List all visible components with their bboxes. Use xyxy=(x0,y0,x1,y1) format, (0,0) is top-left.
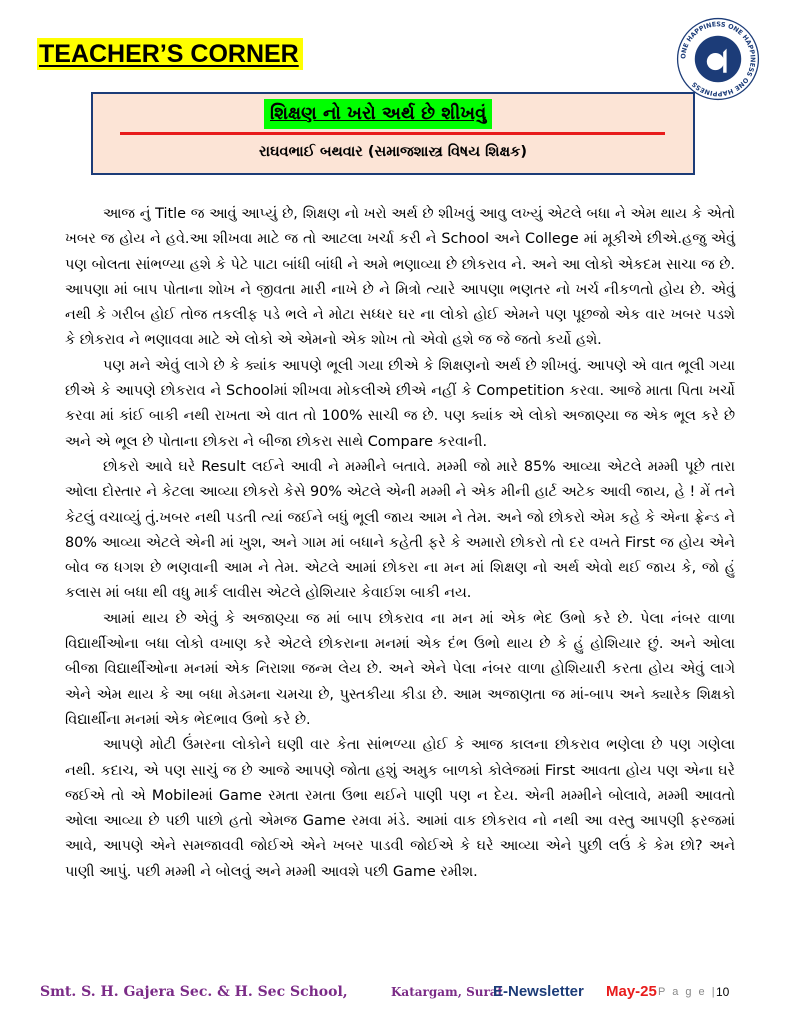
page-footer xyxy=(40,982,760,1002)
footer-newsletter: E-Newsletter xyxy=(493,983,584,1000)
footer-page-label: P a g e | xyxy=(658,986,717,998)
article-author: રાઘવભાઈ બથવાર (સમાજશાસ્ત્ર વિષય શિક્ષક) xyxy=(259,144,527,160)
section-title: TEACHER’S CORNER xyxy=(37,38,303,70)
footer-school-name: Smt. S. H. Gajera Sec. & H. Sec School, xyxy=(40,984,348,1000)
article-paragraph: આજ નું Title જ આવું આપ્યું છે, શિક્ષણ નો ખરો અર્થ છે શીખવું આવુ લખ્યું એટલે બધા ને એમ થાય કે એતો ખબર જ હોય ને હવે.આ શીખવા માટે જ તો આટલા ખર્ચા કરી ને School અને College માં મૂકીએ છીએ.હજુ એવું પણ બોલતા સાંભળ્યા હશે કે પેટે પાટા બાંધી બાંધી ને અમે ભણાવ્યા છે છોકરાવ ને. અને આ લોકો એકદમ સાચા જ છે. આપણા માં બાપ પોતાના શોખ ને જીવતા મારી નાખે છે ને મિત્રો ત્યારે આપણા ભણતર નો ખર્ચ નીકળતો હોય છે. એવું નથી કે ગરીબ હોઈ તોજ તકલીફ પડે ભલે ને મોટા સધ્ધર ઘર ના લોકો હોઈ એમને પણ પૂછજો એક વાર ખબર પડશે કે છોકરાવ ને ભણાવવા માટે એ લોકો એ એમનો એક શોખ તો એવો હશે જ જે જતો કર્યો હશે. xyxy=(65,206,735,349)
school-logo xyxy=(675,16,761,102)
article-title: શિક્ષણ નો ખરો અર્થ છે શીખવું xyxy=(264,99,492,129)
article-title-box xyxy=(91,92,695,175)
article-body xyxy=(65,202,735,885)
article-paragraph: પણ મને એવું લાગે છે કે ક્યાંક આપણે ભૂલી ગયા છીએ કે શિક્ષણનો અર્થ છે શીખવું. આપણે એ વાત ભૂલી ગયા છીએ કે આપણે છોકરાવ ને Schoolમાં શીખવા મોકલીએ છીએ નહીં કે Competition કરવા. આજે માતા પિતા ખર્ચો કરવા માં કાંઈ બાકી નથી રાખતા એ વાત તો 100% સાચી જ છે. પણ ક્યાંક એ લોકો અજાણ્યા જ એક ભૂલ કરે છે અને એ ભૂલ છે પોતાના છોકરા ને બીજા છોકરા સાથે Compare કરવાની. xyxy=(65,357,735,450)
footer-page-number: 10 xyxy=(716,985,730,999)
footer-location: Katargam, Surat xyxy=(391,985,504,999)
logo-emblem-inner xyxy=(707,53,724,70)
logo-emblem-stroke xyxy=(723,49,726,73)
logo-ring-text: ONE HAPPINESS ONE HAPPINESS ONE HAPPINESS xyxy=(679,20,757,98)
footer-issue: May-25 xyxy=(606,983,657,1000)
article-paragraph: આપણે મોટી ઉંમરના લોકોને ઘણી વાર કેતા સાંભળ્યા હોઈ કે આજ કાલના છોકરાવ ભણેલા છે પણ ગણેલા નથી. કદાચ, એ પણ સાચું જ છે આજે આપણે જોતા હશું અમુક બાળકો કોલેજમાં First આવતા હોય પણ એના ઘરે જઈએ તો એ Mobileમાં Game રમતા રમતા ઉભા થઈને પાણી પણ ન દેય. એની મમ્મીને બોલાવે, મમ્મી આવતો ઓલા આવ્યા છે પછી પાછો હતો એમજ Game રમવા મંડે. આમાં વાક છોકરાવ નો નથી આ વસ્તુ આપણી ફરજમાં આવે, આપણે એને સમજાવવી જોઈએ એને ખબર પાડવી જોઈએ કે ઘરે આવ્યા એને પુછી લઉં કે કેમ છો? અને પાણી આપું. પછી મમ્મી ને બોલવું અને મમ્મી આવશે પછી Game રમીશ. xyxy=(65,737,735,880)
title-divider xyxy=(120,132,665,135)
article-paragraph: છોકરો આવે ઘરે Result લઈને આવી ને મમ્મીને બતાવે. મમ્મી જો મારે 85% આવ્યા એટલે મમ્મી પૂછે તારા ઓલા દોસ્તાર ને કેટલા આવ્યા છોકરો કેસે 90% એટલે એની મમ્મી ને એક મીની હાર્ટ અટેક આવી જાય, હે ! મેં તને કેટલું વચાવ્યું તું.ખબર નથી પડતી ત્યાં જઈને બધું ભૂલી જાય આમ ને તેમ. અને જો છોકરો એમ કહે કે એના ફ્રેન્ડ ને 80% આવ્યા એટલે એની માં ખુશ, અને ગામ માં બધાને કહેતી ફરે કે અમારો છોકરો તો દર વખતે First જ હોય એને બોવ જ ધગશ છે ભણવાની આમ ને તેમ. એટલે આમાં છોકરા ના મન માં શિક્ષણ નો અર્થ એવો થઈ જાય કે, જો હું કલાસ માં બધા થી વધુ માર્ક લાવીસ એટલે હોશિયાર કેવાઈશ બાકી નય. xyxy=(65,458,735,602)
article-paragraph: આમાં થાય છે એવું કે અજાણ્યા જ માં બાપ છોકરાવ ના મન માં એક ભેદ ઉભો કરે છે. પેલા નંબર વાળા વિદ્યાર્થીઓના બધા લોકો વખાણ કરે એટલે છોકરાના મનમાં એક દંભ ઉભો થાય છે કે હું હોશિયાર છું. અને ઓલા બીજા વિદ્યાર્થીઓના મનમાં એક નિરાશા જન્મ લેય છે. અને એને પેલા નંબર વાળા હોશિયારી કરતા હોય એવું લાગે એને એમ થાય કે આ બધા મેડમના ચમચા છે, પુસ્તકીયા કીડા છે. આમ અજાણતા જ માં-બાપ અને ક્યારેક શિક્ષકો વિદ્યાર્થીના મનમાં એક ભેદભાવ ઉભો કરે છે. xyxy=(65,610,735,728)
